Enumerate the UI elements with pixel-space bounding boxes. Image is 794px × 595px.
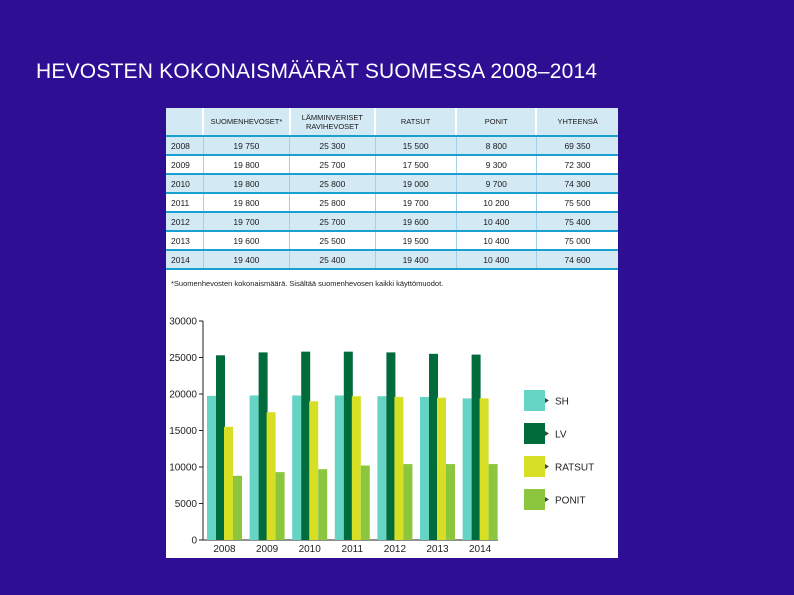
cell-suomenhevoset: 19 700 [203,212,290,231]
cell-year: 2008 [166,136,203,155]
bar-ponit [361,466,370,540]
cell-yhteensa: 74 300 [536,174,618,193]
bar-sh [335,395,344,540]
cell-year: 2014 [166,250,203,269]
cell-suomenhevoset: 19 600 [203,231,290,250]
cell-suomenhevoset: 19 400 [203,250,290,269]
bar-sh [377,396,386,540]
table-row [166,231,618,250]
y-tick-label: 0 [191,535,197,547]
table-row [166,212,618,231]
legend-swatch-ratsut [524,456,545,477]
cell-year: 2011 [166,193,203,212]
legend-swatch-lv [524,423,545,444]
bar-sh [463,398,472,540]
header-suomenhevoset: SUOMENHEVOSET* [203,108,290,136]
cell-yhteensa: 75 500 [536,193,618,212]
bar-lv [429,354,438,540]
x-tick-label: 2013 [426,544,449,555]
x-tick-label: 2011 [341,544,364,555]
cell-yhteensa: 75 000 [536,231,618,250]
bar-ponit [403,464,412,540]
x-tick-label: 2014 [468,544,492,555]
header-ratsut: RATSUT [375,108,456,136]
y-tick-label: 30000 [169,316,197,328]
bar-sh [250,395,259,540]
bar-ponit [446,464,455,540]
cell-year: 2012 [166,212,203,231]
table-row [166,136,618,155]
bar-ratsut [394,397,403,540]
legend-pointer-icon [545,398,549,403]
y-tick-label: 10000 [169,462,197,474]
cell-ratsut: 19 700 [375,193,456,212]
cell-ratsut: 15 500 [375,136,456,155]
cell-lamminveriset: 25 800 [290,193,375,212]
bar-ratsut [267,412,276,540]
bar-sh [207,396,216,540]
bar-lv [472,355,481,540]
cell-lamminveriset: 25 300 [290,136,375,155]
horse-count-table [166,108,618,270]
y-tick-label: 15000 [169,426,197,437]
legend-label-sh: SH [555,396,569,408]
bar-lv [259,352,268,540]
cell-lamminveriset: 25 500 [290,231,375,250]
cell-ponit: 9 700 [456,174,536,193]
cell-ratsut: 19 400 [375,250,456,269]
horse-count-bar-chart [166,308,618,558]
legend-swatch-sh [524,390,545,411]
table-footnote: *Suomenhevosten kokonaismäärä. Sisältää suomenhevosen kaikki käyttömuodot. [171,279,444,288]
cell-ponit: 10 200 [456,193,536,212]
table-row [166,174,618,193]
cell-ratsut: 19 000 [375,174,456,193]
bar-lv [216,355,225,540]
x-tick-label: 2008 [213,544,236,555]
cell-ponit: 8 800 [456,136,536,155]
header-yhteensa: YHTEENSÄ [536,108,618,136]
legend-pointer-icon [545,431,549,436]
header-ponit: PONIT [456,108,536,136]
cell-yhteensa: 69 350 [536,136,618,155]
x-tick-label: 2010 [298,544,321,555]
cell-ratsut: 19 500 [375,231,456,250]
cell-yhteensa: 75 400 [536,212,618,231]
bar-ponit [489,464,498,540]
x-tick-label: 2012 [383,544,407,555]
bar-ratsut [480,398,489,540]
cell-suomenhevoset: 19 800 [203,174,290,193]
cell-lamminveriset: 25 400 [290,250,375,269]
legend-label-ratsut: RATSUT [555,462,595,474]
bar-ponit [233,476,242,540]
x-tick-label: 2009 [255,544,279,555]
y-tick-label: 25000 [169,353,197,364]
bar-sh [292,395,301,540]
table-header-row [166,108,618,136]
bar-ratsut [309,401,318,540]
cell-year: 2013 [166,231,203,250]
bar-lv [386,352,395,540]
cell-year: 2010 [166,174,203,193]
cell-yhteensa: 72 300 [536,155,618,174]
bar-ratsut [224,427,233,540]
bar-sh [420,397,429,540]
table-row [166,250,618,269]
cell-lamminveriset: 25 800 [290,174,375,193]
bar-ponit [276,472,285,540]
slide-title: HEVOSTEN KOKONAISMÄÄRÄT SUOMESSA 2008–2014 [36,60,598,83]
cell-ponit: 10 400 [456,212,536,231]
cell-ratsut: 17 500 [375,155,456,174]
cell-year: 2009 [166,155,203,174]
cell-ponit: 10 400 [456,231,536,250]
legend-pointer-icon [545,497,549,502]
table-row [166,155,618,174]
legend-swatch-ponit [524,489,545,510]
cell-ponit: 10 400 [456,250,536,269]
bar-ponit [318,469,327,540]
y-tick-label: 5000 [174,499,197,510]
bar-lv [344,352,353,540]
legend-pointer-icon [545,464,549,469]
cell-ponit: 9 300 [456,155,536,174]
legend-label-ponit: PONIT [555,495,586,507]
cell-ratsut: 19 600 [375,212,456,231]
header-lamminveriset: LÄMMINVERISET RAVIHEVOSET [290,108,375,136]
cell-lamminveriset: 25 700 [290,212,375,231]
legend-label-lv: LV [555,429,567,441]
header-year [166,108,203,136]
bar-ratsut [352,396,361,540]
bar-ratsut [437,398,446,540]
cell-suomenhevoset: 19 800 [203,193,290,212]
y-tick-label: 20000 [169,389,197,401]
table-row [166,193,618,212]
cell-suomenhevoset: 19 750 [203,136,290,155]
cell-suomenhevoset: 19 800 [203,155,290,174]
cell-lamminveriset: 25 700 [290,155,375,174]
bar-lv [301,352,310,540]
cell-yhteensa: 74 600 [536,250,618,269]
figure-panel [166,108,618,558]
